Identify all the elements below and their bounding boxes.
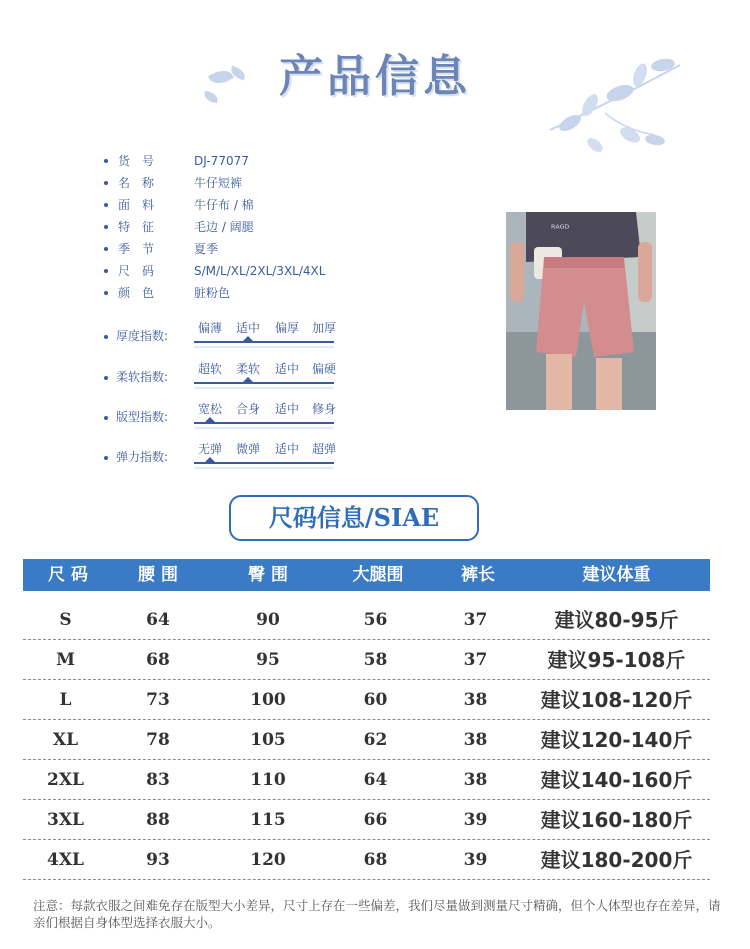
cell-weight: 建议160-180斤 <box>540 808 693 832</box>
bullet-icon <box>104 159 108 163</box>
index-scale-shadow <box>194 467 334 469</box>
bullet-icon <box>104 291 108 295</box>
attr-key: 名 称 <box>118 176 155 190</box>
cell-waist: 73 <box>146 690 170 710</box>
index-marker <box>243 336 253 341</box>
attr-key: 颜 色 <box>118 286 155 300</box>
bullet-icon <box>104 376 108 380</box>
cell-hip: 120 <box>250 850 286 870</box>
cell-size: 3XL <box>47 810 84 830</box>
cell-thigh: 58 <box>363 650 388 670</box>
index-option: 适中 <box>274 402 299 416</box>
cell-length: 38 <box>463 770 488 790</box>
index-scale-shadow <box>194 387 334 389</box>
cell-size: XL <box>52 730 79 750</box>
bullet-icon <box>104 225 108 229</box>
product-photo-illustration <box>506 212 656 410</box>
attr-key: 季 节 <box>118 242 155 256</box>
index-option: 微弹 <box>235 442 260 456</box>
cell-length: 37 <box>463 610 488 630</box>
index-label: 弹力指数: <box>116 450 169 464</box>
leaf-decoration-left <box>200 60 260 120</box>
bullet-icon <box>104 269 108 273</box>
cell-weight: 建议180-200斤 <box>540 848 693 872</box>
size-note: 注意：每款衣服之间难免存在版型大小差异，尺寸上存在一些偏差，我们尽量做到测量尺寸精确，但个人体型也存在差异，请亲们根据自身体型选择衣服大小。 <box>33 898 721 930</box>
index-scale-bar <box>194 462 334 464</box>
row-divider <box>23 879 710 880</box>
cell-weight: 建议80-95斤 <box>554 608 679 632</box>
cell-waist: 88 <box>146 810 170 830</box>
header-hip: 臀 围 <box>248 565 288 585</box>
table-row <box>23 760 710 800</box>
cell-hip: 90 <box>256 610 280 630</box>
cell-thigh: 64 <box>363 770 388 790</box>
attr-value: 脏粉色 <box>194 286 231 300</box>
cell-thigh: 56 <box>363 610 388 630</box>
cell-weight: 建议120-140斤 <box>540 728 693 752</box>
index-option: 适中 <box>274 362 299 376</box>
bullet-icon <box>104 416 108 420</box>
index-option: 适中 <box>235 321 260 335</box>
cell-hip: 100 <box>250 690 286 710</box>
table-row <box>23 720 710 760</box>
product-photo <box>506 212 656 410</box>
table-row <box>23 840 710 880</box>
cell-length: 38 <box>463 690 488 710</box>
index-option: 偏硬 <box>311 362 336 376</box>
cell-weight: 建议108-120斤 <box>540 688 693 712</box>
cell-waist: 68 <box>146 650 170 670</box>
table-row <box>23 680 710 720</box>
cell-weight: 建议95-108斤 <box>547 648 686 672</box>
attr-key: 面 料 <box>118 198 155 212</box>
index-marker <box>205 457 215 462</box>
header-weight: 建议体重 <box>582 565 651 585</box>
bullet-icon <box>104 335 108 339</box>
cell-thigh: 60 <box>363 690 388 710</box>
table-row <box>23 640 710 680</box>
index-marker <box>243 377 253 382</box>
bullet-icon <box>104 247 108 251</box>
attr-value: S/M/L/XL/2XL/3XL/4XL <box>194 264 326 278</box>
header-length: 裤长 <box>461 565 495 585</box>
cell-size: 4XL <box>47 850 84 870</box>
bullet-icon <box>104 203 108 207</box>
cell-length: 37 <box>463 650 488 670</box>
cell-waist: 83 <box>146 770 170 790</box>
index-option: 偏薄 <box>197 321 222 335</box>
cell-thigh: 68 <box>363 850 388 870</box>
index-scale-bar <box>194 382 334 384</box>
index-option: 偏厚 <box>274 321 299 335</box>
attr-value: 毛边 / 阔腿 <box>194 220 254 234</box>
index-option: 加厚 <box>311 321 336 335</box>
size-section-title: 尺码信息/SIAE <box>229 495 479 541</box>
attr-value: 牛仔布 / 棉 <box>194 198 254 212</box>
cell-hip: 105 <box>250 730 286 750</box>
index-label: 厚度指数: <box>116 329 169 343</box>
index-option: 合身 <box>235 402 260 416</box>
index-label: 柔软指数: <box>116 370 169 384</box>
index-marker <box>205 417 215 422</box>
attr-value: 牛仔短裤 <box>194 176 243 190</box>
size-table-header <box>23 559 710 591</box>
index-scale-shadow <box>194 346 334 348</box>
cell-thigh: 66 <box>363 810 388 830</box>
attr-value: DJ-77077 <box>194 154 249 168</box>
bullet-icon <box>104 181 108 185</box>
header-size: 尺 码 <box>48 565 88 585</box>
header-thigh: 大腿围 <box>352 565 404 585</box>
cell-length: 39 <box>463 810 488 830</box>
cell-thigh: 62 <box>363 730 388 750</box>
cell-size: 2XL <box>47 770 84 790</box>
cell-hip: 115 <box>250 810 286 830</box>
cell-waist: 93 <box>146 850 170 870</box>
attr-key: 尺 码 <box>118 264 155 278</box>
table-row <box>23 800 710 840</box>
cell-weight: 建议140-160斤 <box>540 768 693 792</box>
index-option: 无弹 <box>197 442 222 456</box>
index-option: 适中 <box>274 442 299 456</box>
page-title: 产品信息 <box>279 51 471 102</box>
index-option: 修身 <box>311 402 336 416</box>
cell-size: M <box>56 650 75 670</box>
header-waist: 腰 围 <box>138 565 178 585</box>
table-row <box>23 600 710 640</box>
attr-value: 夏季 <box>194 242 219 256</box>
bullet-icon <box>104 456 108 460</box>
index-option: 宽松 <box>197 402 222 416</box>
svg-text:ᴿᴬᴳᴰ: ᴿᴬᴳᴰ <box>551 224 570 235</box>
index-label: 版型指数: <box>116 410 169 424</box>
index-option: 柔软 <box>235 362 260 376</box>
cell-hip: 110 <box>250 770 286 790</box>
index-option: 超弹 <box>311 442 336 456</box>
index-scale-bar <box>194 422 334 424</box>
cell-size: S <box>59 610 72 630</box>
index-scale-shadow <box>194 427 334 429</box>
cell-waist: 78 <box>146 730 170 750</box>
cell-length: 39 <box>463 850 488 870</box>
cell-waist: 64 <box>146 610 170 630</box>
attr-key: 特 征 <box>118 220 155 234</box>
branch-decoration-right <box>545 35 685 165</box>
cell-length: 38 <box>463 730 488 750</box>
index-option: 超软 <box>197 362 222 376</box>
cell-hip: 95 <box>256 650 280 670</box>
cell-size: L <box>59 690 72 710</box>
index-scale-bar <box>194 341 334 343</box>
attr-key: 货 号 <box>118 154 155 168</box>
